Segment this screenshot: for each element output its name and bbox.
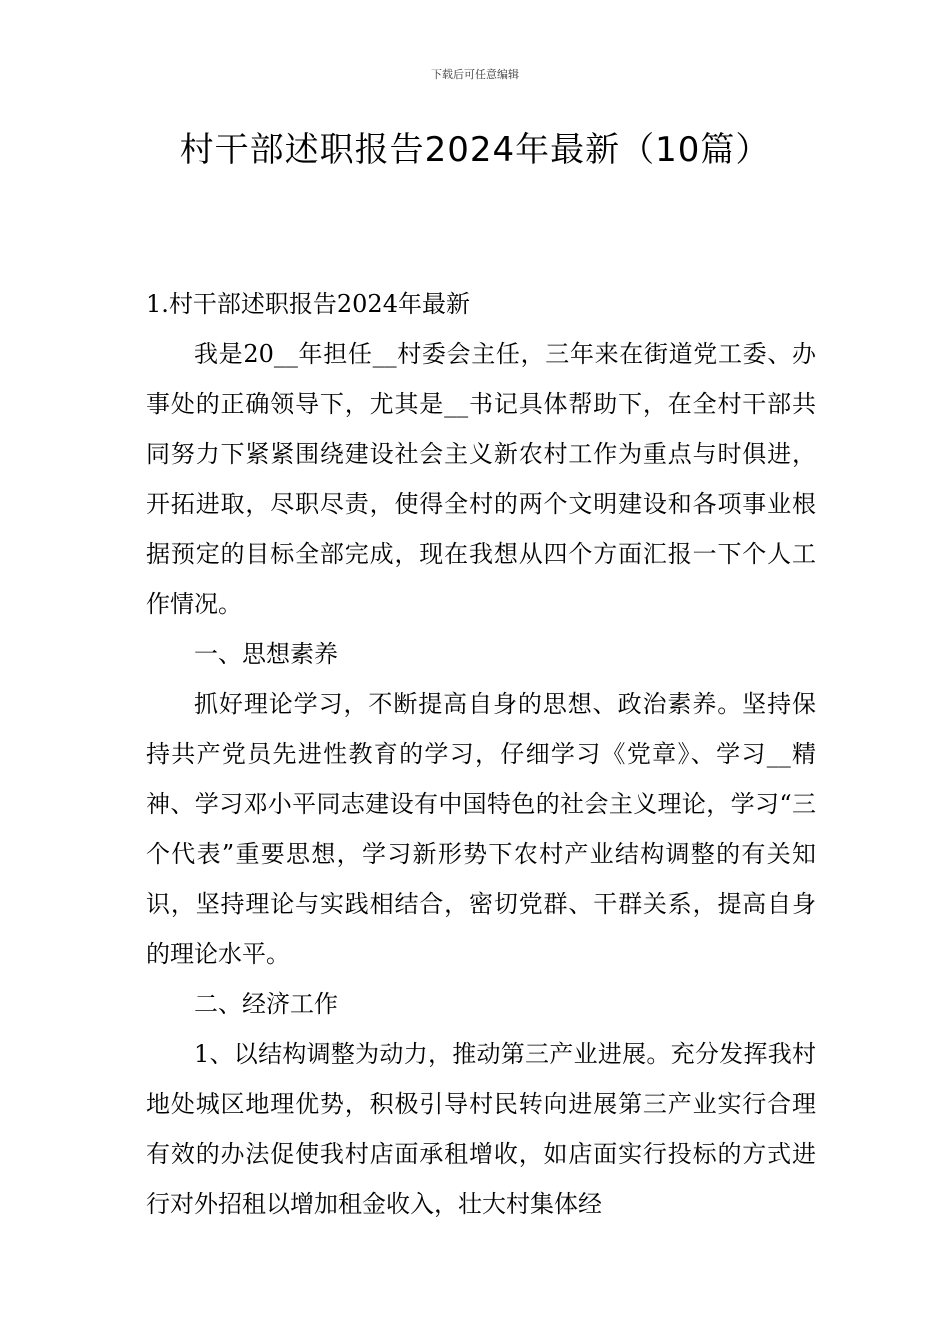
subheading-thought: 一、思想素养 (194, 640, 338, 668)
document-title: 村干部述职报告2024年最新（10篇） (179, 130, 771, 170)
section-heading: 1.村干部述职报告2024年最新 (146, 290, 470, 318)
subheading-economy: 二、经济工作 (194, 990, 338, 1018)
document-body (146, 279, 816, 1229)
paragraph-intro: 我是20__年担任__村委会主任，三年来在街道党工委、办事处的正确领导下，尤其是__书记具体帮助下，在全村干部共同努力下紧紧围绕建设社会主义新农村工作为重点与时俱进，开拓进取，尽职尽责，使得全村的两个文明建设和各项事业根据预定的目标全部完成，现在我想从四个方面汇报一下个人工作情况。 (146, 340, 816, 618)
header-note: 下载后可任意编辑 (431, 68, 519, 81)
paragraph-economy: 1、以结构调整为动力，推动第三产业进展。充分发挥我村地处城区地理优势，积极引导村民转向进展第三产业实行合理有效的办法促使我村店面承租增收，如店面实行投标的方式进行对外招租以增加租金收入，壮大村集体经 (146, 1040, 816, 1218)
paragraph-thought: 抓好理论学习，不断提高自身的思想、政治素养。坚持保持共产党员先进性教育的学习，仔细学习《党章》、学习__精神、学习邓小平同志建设有中国特色的社会主义理论，学习“三个代表”重要思想，学习新形势下农村产业结构调整的有关知识，坚持理论与实践相结合，密切党群、干群关系，提高自身的理论水平。 (146, 690, 816, 968)
